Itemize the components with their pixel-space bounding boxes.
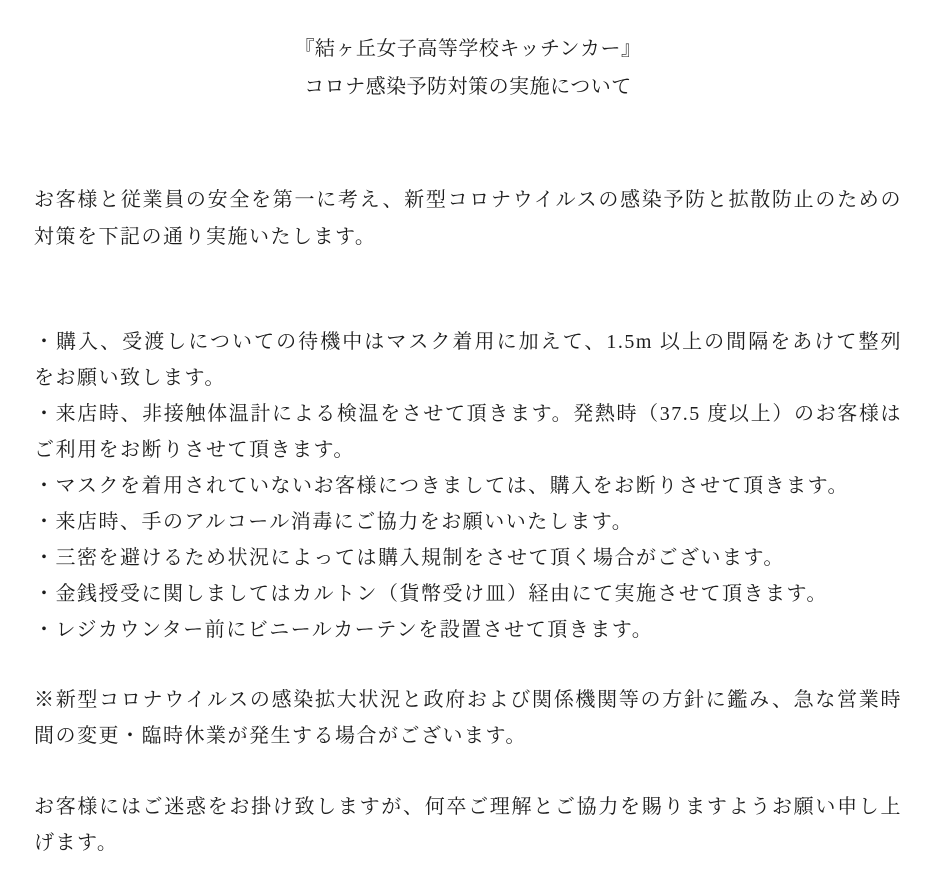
document-title-block <box>34 30 902 106</box>
measure-item-purchase-limit: ・三密を避けるため状況によっては購入規制をさせて頂く場合がございます。 <box>34 547 785 569</box>
note-paragraph: ※新型コロナウイルスの感染拡大状況と政府および関係機関等の方針に鑑み、急な営業時間の変更・臨時休業が発生する場合がございます。 <box>34 689 902 747</box>
measure-item-mask-required: ・マスクを着用されていないお客様につきましては、購入をお断りさせて頂きます。 <box>34 475 849 497</box>
measure-item-hand-sanitizing: ・来店時、手のアルコール消毒にご協力をお願いいたします。 <box>34 511 634 533</box>
document-title: 『結ヶ丘女子高等学校キッチンカー』 <box>294 38 642 60</box>
measures-list <box>34 324 902 648</box>
measure-item-vinyl-curtain: ・レジカウンター前にビニールカーテンを設置させて頂きます。 <box>34 619 654 641</box>
document-subtitle: コロナ感染予防対策の実施について <box>304 76 632 98</box>
closing-paragraph: お客様にはご迷惑をお掛け致しますが、何卒ご理解とご協力を賜りますようお願い申し上げます。 <box>34 796 902 854</box>
intro-paragraph: お客様と従業員の安全を第一に考え、新型コロナウイルスの感染予防と拡散防止のための対策を下記の通り実施いたします。 <box>34 189 902 248</box>
measure-item-queue-spacing: ・購入、受渡しについての待機中はマスク着用に加えて、1.5m 以上の間隔をあけて整列をお願い致します。 <box>34 331 902 389</box>
measure-item-cash-tray: ・金銭授受に関しましてはカルトン（貨幣受け皿）経由にて実施させて頂きます。 <box>34 583 828 605</box>
measure-item-temperature-check: ・来店時、非接触体温計による検温をさせて頂きます。発熱時（37.5 度以上）のお客様はご利用をお断りさせて頂きます。 <box>34 403 902 461</box>
